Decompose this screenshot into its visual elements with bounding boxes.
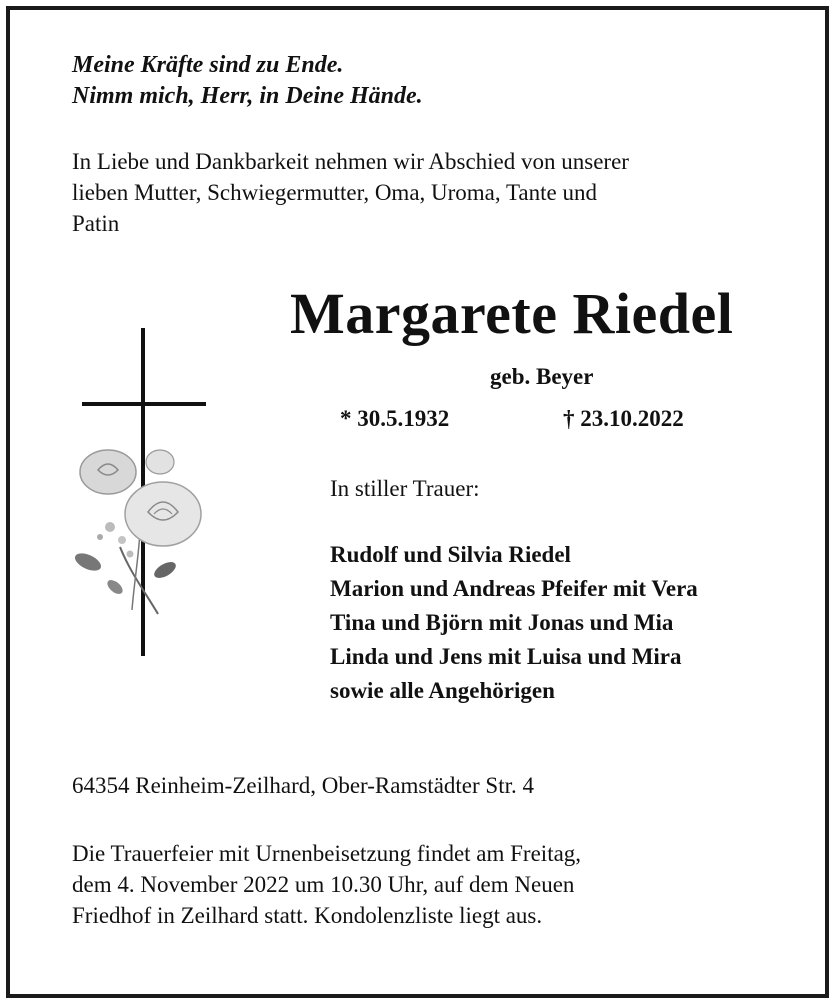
service-notice — [72, 838, 792, 931]
birth-date: * 30.5.1932 — [340, 406, 450, 431]
service-line: Die Trauerfeier mit Urnenbeisetzung findet am Freitag, — [72, 841, 582, 866]
address-line: 64354 Reinheim-Zeilhard, Ober-Ramstädter Str. 4 — [72, 773, 534, 798]
family-list — [330, 538, 698, 708]
poem-line: Meine Kräfte sind zu Ende. — [72, 52, 344, 78]
service-line: dem 4. November 2022 um 10.30 Uhr, auf dem Neuen — [72, 872, 575, 897]
cross-icon — [60, 322, 220, 662]
family-line: sowie alle Angehörigen — [330, 678, 555, 703]
poem-verse — [72, 50, 423, 112]
intro-line: In Liebe und Dankbarkeit nehmen wir Abschied von unserer — [72, 149, 629, 174]
family-line: Marion und Andreas Pfeifer mit Vera — [330, 576, 698, 601]
mourning-label: In stiller Trauer: — [330, 476, 480, 501]
family-line: Tina und Björn mit Jonas und Mia — [330, 610, 674, 635]
intro-line: Patin — [72, 211, 120, 236]
death-date: † 23.10.2022 — [563, 406, 684, 431]
rose-bouquet-illustration — [72, 450, 201, 614]
cross-horizontal-beam — [82, 402, 206, 406]
deceased-name: Margarete Riedel — [290, 281, 734, 346]
family-line: Rudolf und Silvia Riedel — [330, 542, 571, 567]
family-line: Linda und Jens mit Luisa und Mira — [330, 644, 682, 669]
maiden-name: geb. Beyer — [490, 364, 594, 389]
poem-line: Nimm mich, Herr, in Deine Hände. — [72, 83, 423, 109]
service-line: Friedhof in Zeilhard statt. Kondolenzliste liegt aus. — [72, 903, 543, 928]
intro-text — [72, 146, 772, 239]
intro-line: lieben Mutter, Schwiegermutter, Oma, Uroma, Tante und — [72, 180, 597, 205]
